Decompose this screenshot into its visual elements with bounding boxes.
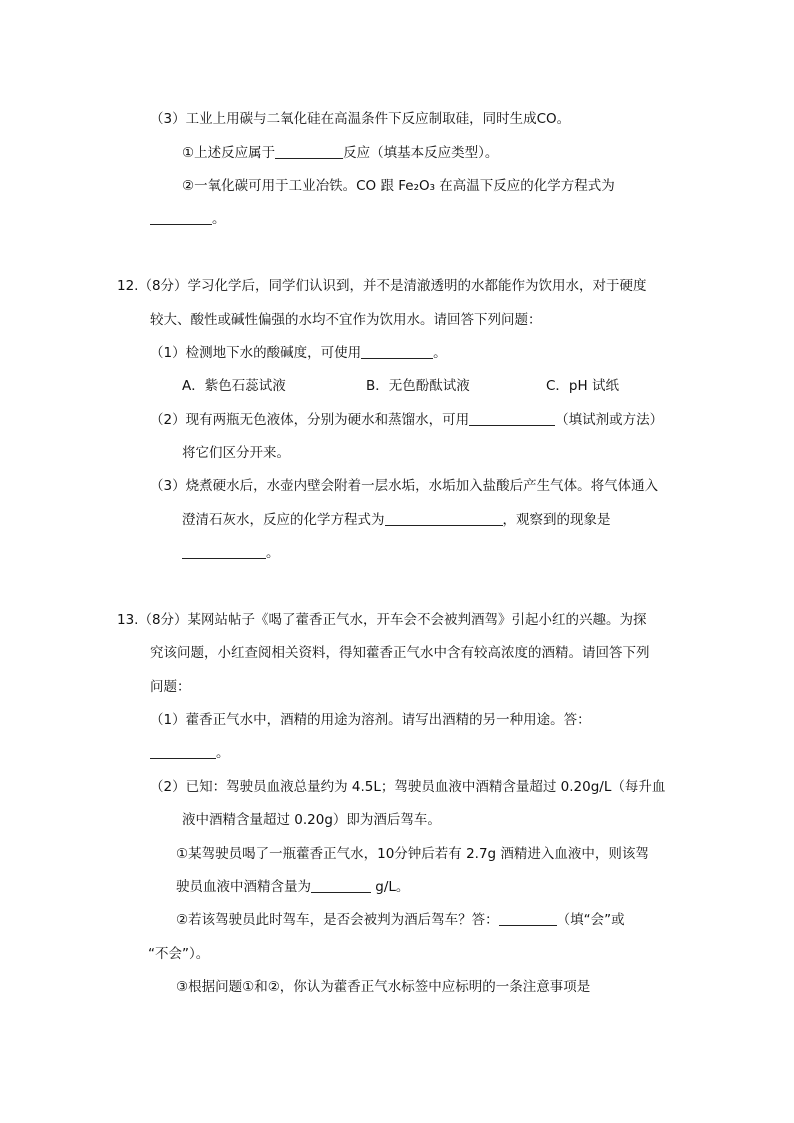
q13-part2-line1: （2）已知：驾驶员血液总量约为 4.5L；驾驶员血液中酒精含量超过 0.20g/L（每升血 [150, 779, 666, 795]
q11-sub2-blank[interactable] [150, 210, 212, 225]
q12-part3-prefix: 澄清石灰水，反应的化学方程式为 [182, 512, 385, 528]
q13-sub2-prefix: ②若该驾驶员此时驾车，是否会被判为酒后驾车？答： [176, 912, 499, 928]
q11-part3-text: （3）工业上用碳与二氧化硅在高温条件下反应制取硅，同时生成CO。 [150, 111, 571, 127]
q13-sub1-unit: g/L。 [371, 879, 410, 895]
q12-part1 [150, 344, 447, 362]
q12-phenomenon-blank[interactable] [182, 544, 266, 559]
q12-part2-line2: 将它们区分开来。 [182, 445, 290, 461]
q13-part1-end: 。 [216, 745, 230, 761]
q13-intro-line3: 问题： [150, 679, 191, 695]
q13-sub1-line1: ①某驾驶员喝了一瓶藿香正气水，10分钟后若有 2.7g 酒精进入血液中，则该驾 [176, 846, 649, 862]
q13-sub2-blank[interactable] [499, 911, 557, 926]
q11-sub1-prefix: ①上述反应属于 [182, 145, 276, 161]
q12-part3-line2 [182, 511, 611, 529]
q11-sub1 [182, 144, 498, 162]
q13-part1-blank[interactable] [150, 744, 216, 759]
q12-option-c: C．pH 试纸 [546, 378, 619, 394]
q12-equation-blank[interactable] [385, 511, 503, 526]
q12-part1-blank[interactable] [361, 344, 433, 359]
q13-sub1-blank[interactable] [311, 878, 371, 893]
q13-sub2-line1 [176, 911, 625, 929]
q12-part3-line1: （3）烧煮硬水后，水壶内壁会附着一层水垢，水垢加入盐酸后产生气体。将气体通入 [150, 478, 659, 494]
q12-part3-end: 。 [266, 545, 280, 561]
q13-intro-line2: 究该问题，小红查阅相关资料，得知藿香正气水中含有较高浓度的酒精。请回答下列 [150, 645, 650, 661]
q12-option-b: B．无色酚酞试液 [366, 378, 470, 394]
q12-part2-prefix: （2）现有两瓶无色液体，分别为硬水和蒸馏水，可用 [150, 412, 470, 428]
q12-part1-prefix: （1）检测地下水的酸碱度，可使用 [150, 345, 362, 361]
q12-part3-middle: ，观察到的现象是 [502, 512, 611, 528]
q13-sub2-line2: “不会”）。 [148, 946, 210, 962]
q12-intro-line2: 较大、酸性或碱性偏强的水均不宜作为饮用水。请回答下列问题： [150, 312, 542, 328]
q12-option-a: A．紫色石蕊试液 [182, 378, 286, 394]
q13-part2-line2: 液中酒精含量超过 0.20g）即为酒后驾车。 [182, 812, 441, 828]
q13-intro-line1: 13.（8分）某网站帖子《喝了藿香正气水，开车会不会被判酒驾》引起小红的兴趣。为探 [117, 612, 647, 628]
q13-sub1-prefix: 驶员血液中酒精含量为 [176, 879, 311, 895]
q11-sub1-blank[interactable] [275, 144, 343, 159]
q11-sub1-suffix: 反应（填基本反应类型）。 [343, 145, 499, 161]
q13-part1-text: （1）藿香正气水中，酒精的用途为溶剂。请写出酒精的另一种用途。答： [150, 712, 591, 728]
q13-sub2-suffix: （填“会”或 [556, 912, 625, 928]
q12-intro-line1: 12.（8分）学习化学后，同学们认识到，并不是清澈透明的水都能作为饮用水，对于硬度 [117, 278, 647, 294]
q12-part2 [150, 411, 663, 429]
q13-sub3-text: ③根据问题①和②，你认为藿香正气水标签中应标明的一条注意事项是 [176, 979, 591, 995]
q12-part3-line3 [182, 544, 280, 562]
q12-part2-blank[interactable] [469, 411, 555, 426]
q11-sub2-answer [150, 210, 226, 228]
q11-sub2-end: 。 [212, 211, 226, 227]
q13-part1-answer [150, 744, 230, 762]
q12-part2-suffix: （填试剂或方法） [555, 412, 664, 428]
q12-part1-end: 。 [433, 345, 447, 361]
q11-sub2-text: ②一氧化碳可用于工业冶铁。CO 跟 Fe₂O₃ 在高温下反应的化学方程式为 [182, 178, 615, 194]
q13-sub1-line2 [176, 878, 409, 896]
